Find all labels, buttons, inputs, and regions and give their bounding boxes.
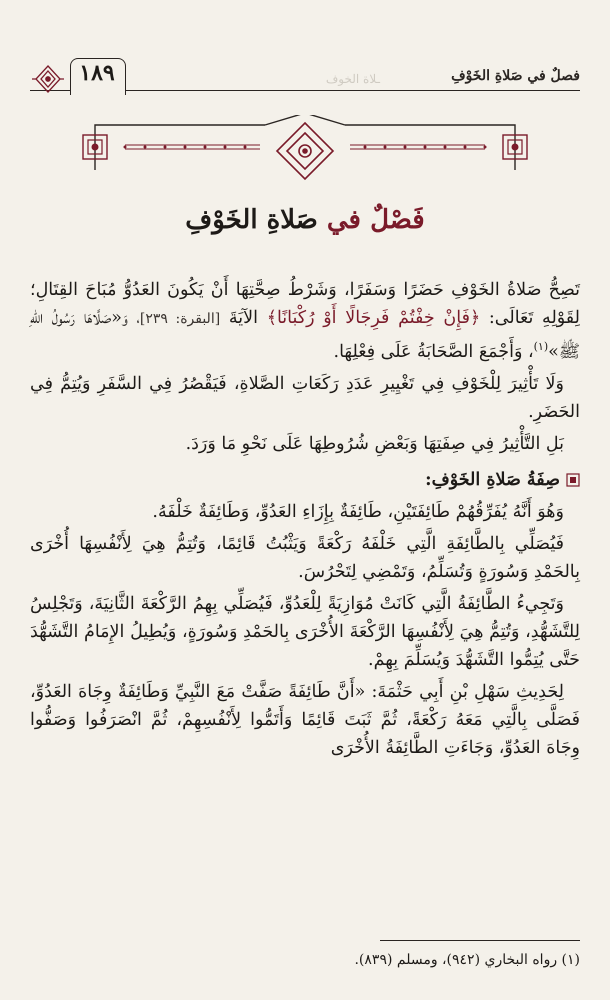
footnote-ref: (١) [533,340,549,353]
page-number: ١٨٩ [79,60,115,86]
quran-verse: ﴿فَإِنْ خِفْتُمْ فَرِجَالًا أَوْ رُكْبَانًا﴾ [266,308,481,328]
bleed-through-text: ـلاة الخوف [325,72,380,86]
verse-citation: [البقرة: ٢٣٩] [139,311,221,327]
chapter-title [0,205,610,235]
body-text [30,276,580,766]
paragraph-3: بَلِ التَّأْثِيرُ فِي صِفَتِهَا وَبَعْضِ شُرُوطِهَا عَلَى نَحْوِ مَا وَرَدَ. [185,433,564,454]
p1-text-d: ، وَأَجْمَعَ الصَّحَابَةُ عَلَى فِعْلِهَا. [333,341,534,362]
diamond-ornament-icon [30,64,66,94]
chapter-title-text: صَلاةِ الخَوْفِ [185,205,318,235]
paragraph-2: وَلَا تَأْثِيرَ لِلْخَوْفِ فِي تَغْيِيرِ عَدَدِ رَكَعَاتِ الصَّلاةِ، فَيَقْصُرُ فِي السَّفَرِ وَيُتِمُّ فِي الحَضَرِ. [30,373,580,422]
footnote-rule [380,940,580,941]
running-title: فصلٌ في صَلاةِ الخَوْفِ [451,68,580,84]
p1-text-b: الآيَةَ [220,308,267,328]
chapter-preposition: في [326,205,361,235]
chapter-frame-ornament [65,115,545,190]
footnote: (١) رواه البخاري (٩٤٢)، ومسلم (٨٣٩). [354,952,580,968]
paragraph-4: وَهُوَ أَنَّهُ يُفَرِّقُهُمْ طَائِفَتَيْنِ، طَائِفَةٌ بِإِزَاءِ العَدُوِّ، وَطَائِفَةٌ خَلْفَهُ. [152,501,564,522]
subheading-text: صِفَةُ صَلاةِ الخَوْفِ: [425,469,560,490]
square-ornament-icon [566,473,580,487]
section-subheading [30,466,580,494]
chapter-prefix: فَصْلٌ [370,205,425,235]
paragraph-7: لِحَدِيثِ سَهْلِ بْنِ أَبِي حَثْمَةَ: «أَنَّ طَائِفَةً صَفَّتْ مَعَ النَّبِيِّ وَطَائِفَةٌ وِجَاهَ العَدُوِّ، فَصَلَّى بِالَّتِي مَعَهُ رَكْعَةً، ثُمَّ ثَبَتَ قَائِمًا وَأَتَمُّوا لِأَنْفُسِهِمْ، ثُمَّ انْصَرَفُوا وَصَفُّوا وِجَاهَ العَدُوِّ، وَجَاءَتِ الطَّائِفَةُ الأُخْرَى [30,681,580,758]
paragraph-6: وَتَجِيءُ الطَّائِفَةُ الَّتِي كَانَتْ مُوَازِيَةً لِلْعَدُوِّ، فَيُصَلِّي بِهِمُ الرَّكْعَةَ الثَّانِيَةَ، وَتَجْلِسُ لِلتَّشَهُّدِ، وَتُتِمُّ هِيَ لِأَنْفُسِهَا الرَّكْعَةَ الأُخْرَى بِالحَمْدِ وَسُورَةٍ، وَيُطِيلُ الإِمَامُ التَّشَهُّدَ حَتَّى يُتِمُّوا التَّشَهُّدَ وَيُسَلِّمَ بِهِمْ. [30,593,580,670]
paragraph-5: فَيُصَلِّي بِالطَّائِفَةِ الَّتِي خَلْفَهُ رَكْعَةً وَيَثْبُتُ قَائِمًا، وَتُتِمُّ هِيَ لِأَنْفُسِهَا أُخْرَى بِالحَمْدِ وَسُورَةٍ وَتُسَلِّمُ، وَتَمْضِي لِتَحْرُسَ. [30,533,580,582]
p1-text-a: تَصِحُّ صَلاةُ الخَوْفِ حَضَرًا وَسَفَرًا، وَشَرْطُ صِحَّتِهَا أَنْ يَكُونَ العَدُوُّ مُبَاحَ القِتَالِ؛ لِقَوْلِهِ تَعَالَى: [30,280,580,328]
p1-text-c: ، وَ«صَلَّاهَا رَسُولُ اللهِ ﷺ» [30,308,580,362]
paragraph-1 [30,276,580,366]
